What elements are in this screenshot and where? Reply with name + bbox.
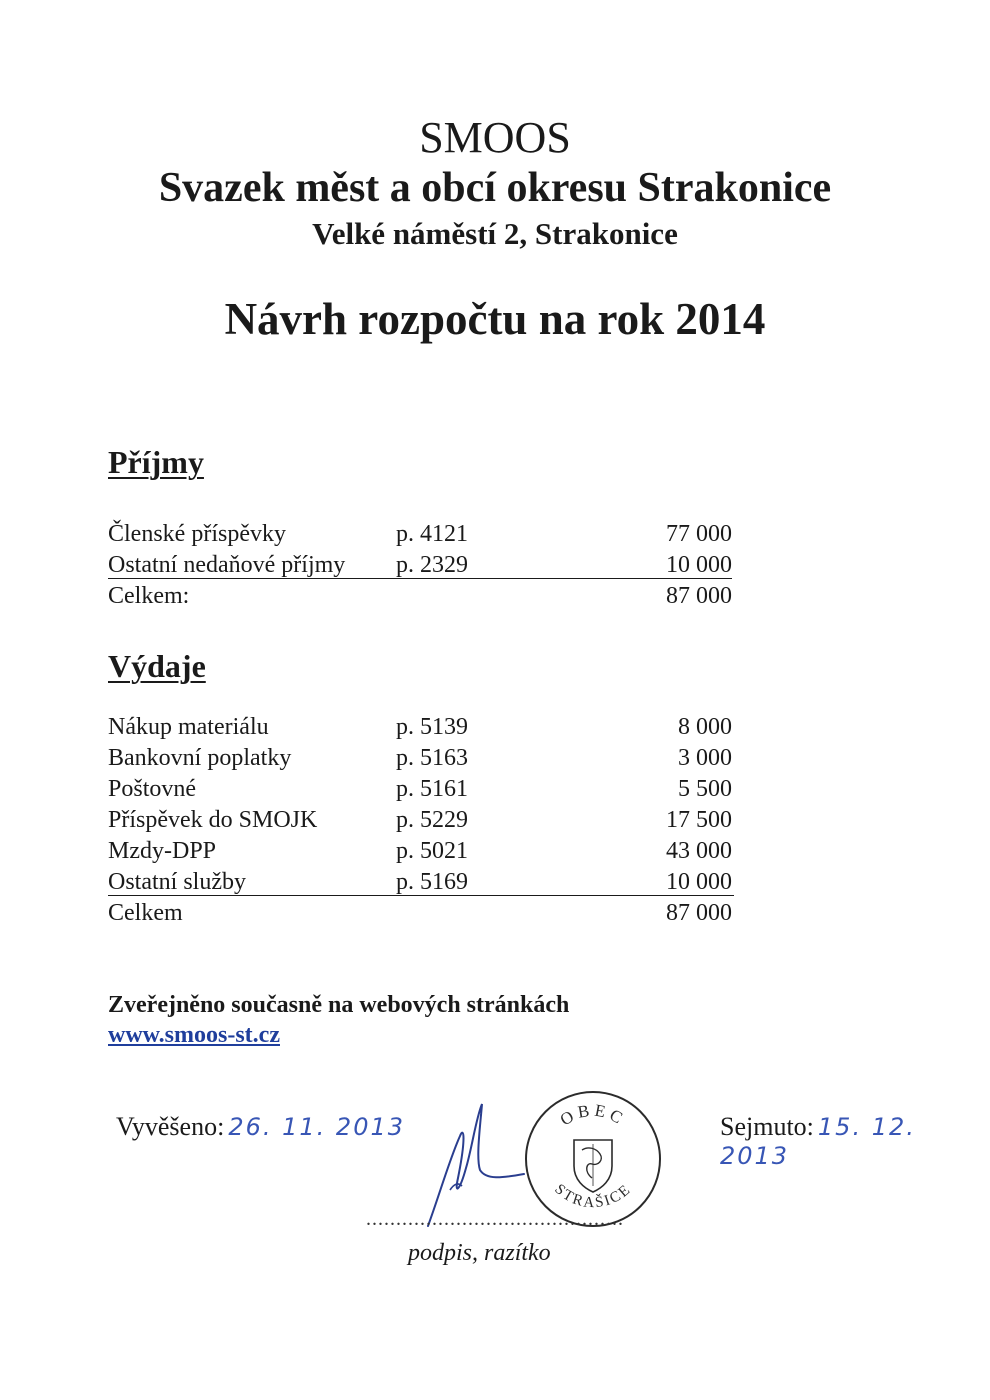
expense-row (108, 774, 738, 805)
org-address: Velké náměstí 2, Strakonice (312, 216, 678, 251)
income-total-rule (108, 578, 732, 579)
income-total-label: Celkem: (108, 583, 190, 609)
income-item-amount: 10 000 (666, 552, 732, 578)
stamp-bottom-text: STRAŠICE (551, 1181, 635, 1212)
income-heading: Příjmy (108, 444, 204, 480)
signature-line: ........................................... (366, 1208, 624, 1230)
expense-item-amount: 8 000 (678, 714, 732, 740)
income-item-label: Členské příspěvky (108, 521, 286, 547)
expense-item-paragraph: p. 5161 (396, 776, 468, 802)
removed-date: 15. 12. 2013 (720, 1113, 916, 1170)
posted-field (116, 1112, 405, 1142)
expense-item-label: Nákup materiálu (108, 714, 269, 740)
expense-item-label: Ostatní služby (108, 869, 246, 895)
expenses-total-label: Celkem (108, 900, 183, 926)
income-row (108, 550, 738, 581)
expense-item-label: Mzdy-DPP (108, 838, 217, 864)
income-item-paragraph: p. 4121 (396, 521, 468, 547)
expenses-heading: Výdaje (108, 648, 206, 684)
expense-item-paragraph: p. 5229 (396, 807, 468, 833)
expense-item-amount: 17 500 (666, 807, 732, 833)
expense-row (108, 712, 738, 743)
income-total-amount: 87 000 (666, 583, 732, 609)
expense-item-paragraph: p. 5139 (396, 714, 468, 740)
expense-row (108, 867, 738, 898)
income-row (108, 519, 738, 550)
svg-text:OBEC (557, 1101, 629, 1130)
org-full-name: Svazek měst a obcí okresu Strakonice (158, 165, 832, 211)
expenses-total-rule (108, 895, 734, 896)
expense-item-label: Poštovné (108, 776, 197, 802)
removed-field (720, 1112, 990, 1170)
expense-item-paragraph: p. 5169 (396, 869, 468, 895)
expense-item-label: Příspěvek do SMOJK (108, 807, 318, 833)
posted-label: Vyvěšeno: (116, 1112, 225, 1141)
expenses-total-row (108, 898, 738, 929)
expense-row (108, 805, 738, 836)
removed-label: Sejmuto: (720, 1112, 814, 1141)
income-item-amount: 77 000 (666, 521, 732, 547)
expenses-total-amount: 87 000 (666, 900, 732, 926)
income-item-paragraph: p. 2329 (396, 552, 468, 578)
publication-note: Zveřejněno současně na webových stránkách (108, 992, 570, 1018)
expense-item-paragraph: p. 5021 (396, 838, 468, 864)
expense-item-paragraph: p. 5163 (396, 745, 468, 771)
expense-item-amount: 3 000 (678, 745, 732, 771)
document-title: Návrh rozpočtu na rok 2014 (224, 294, 766, 344)
org-short-name: SMOOS (419, 113, 571, 162)
expense-row (108, 743, 738, 774)
expense-item-amount: 5 500 (678, 776, 732, 802)
expense-item-amount: 10 000 (666, 869, 732, 895)
expense-item-amount: 43 000 (666, 838, 732, 864)
income-total-row (108, 581, 738, 612)
stamp-top-text: OBEC (556, 1100, 630, 1130)
posted-date: 26. 11. 2013 (228, 1113, 405, 1141)
website-link[interactable]: www.smoos-st.cz (108, 1022, 280, 1048)
expense-item-label: Bankovní poplatky (108, 745, 292, 771)
expense-row (108, 836, 738, 867)
signature-caption: podpis, razítko (408, 1240, 551, 1266)
income-item-label: Ostatní nedaňové příjmy (108, 552, 346, 578)
coat-of-arms-icon (574, 1140, 612, 1192)
